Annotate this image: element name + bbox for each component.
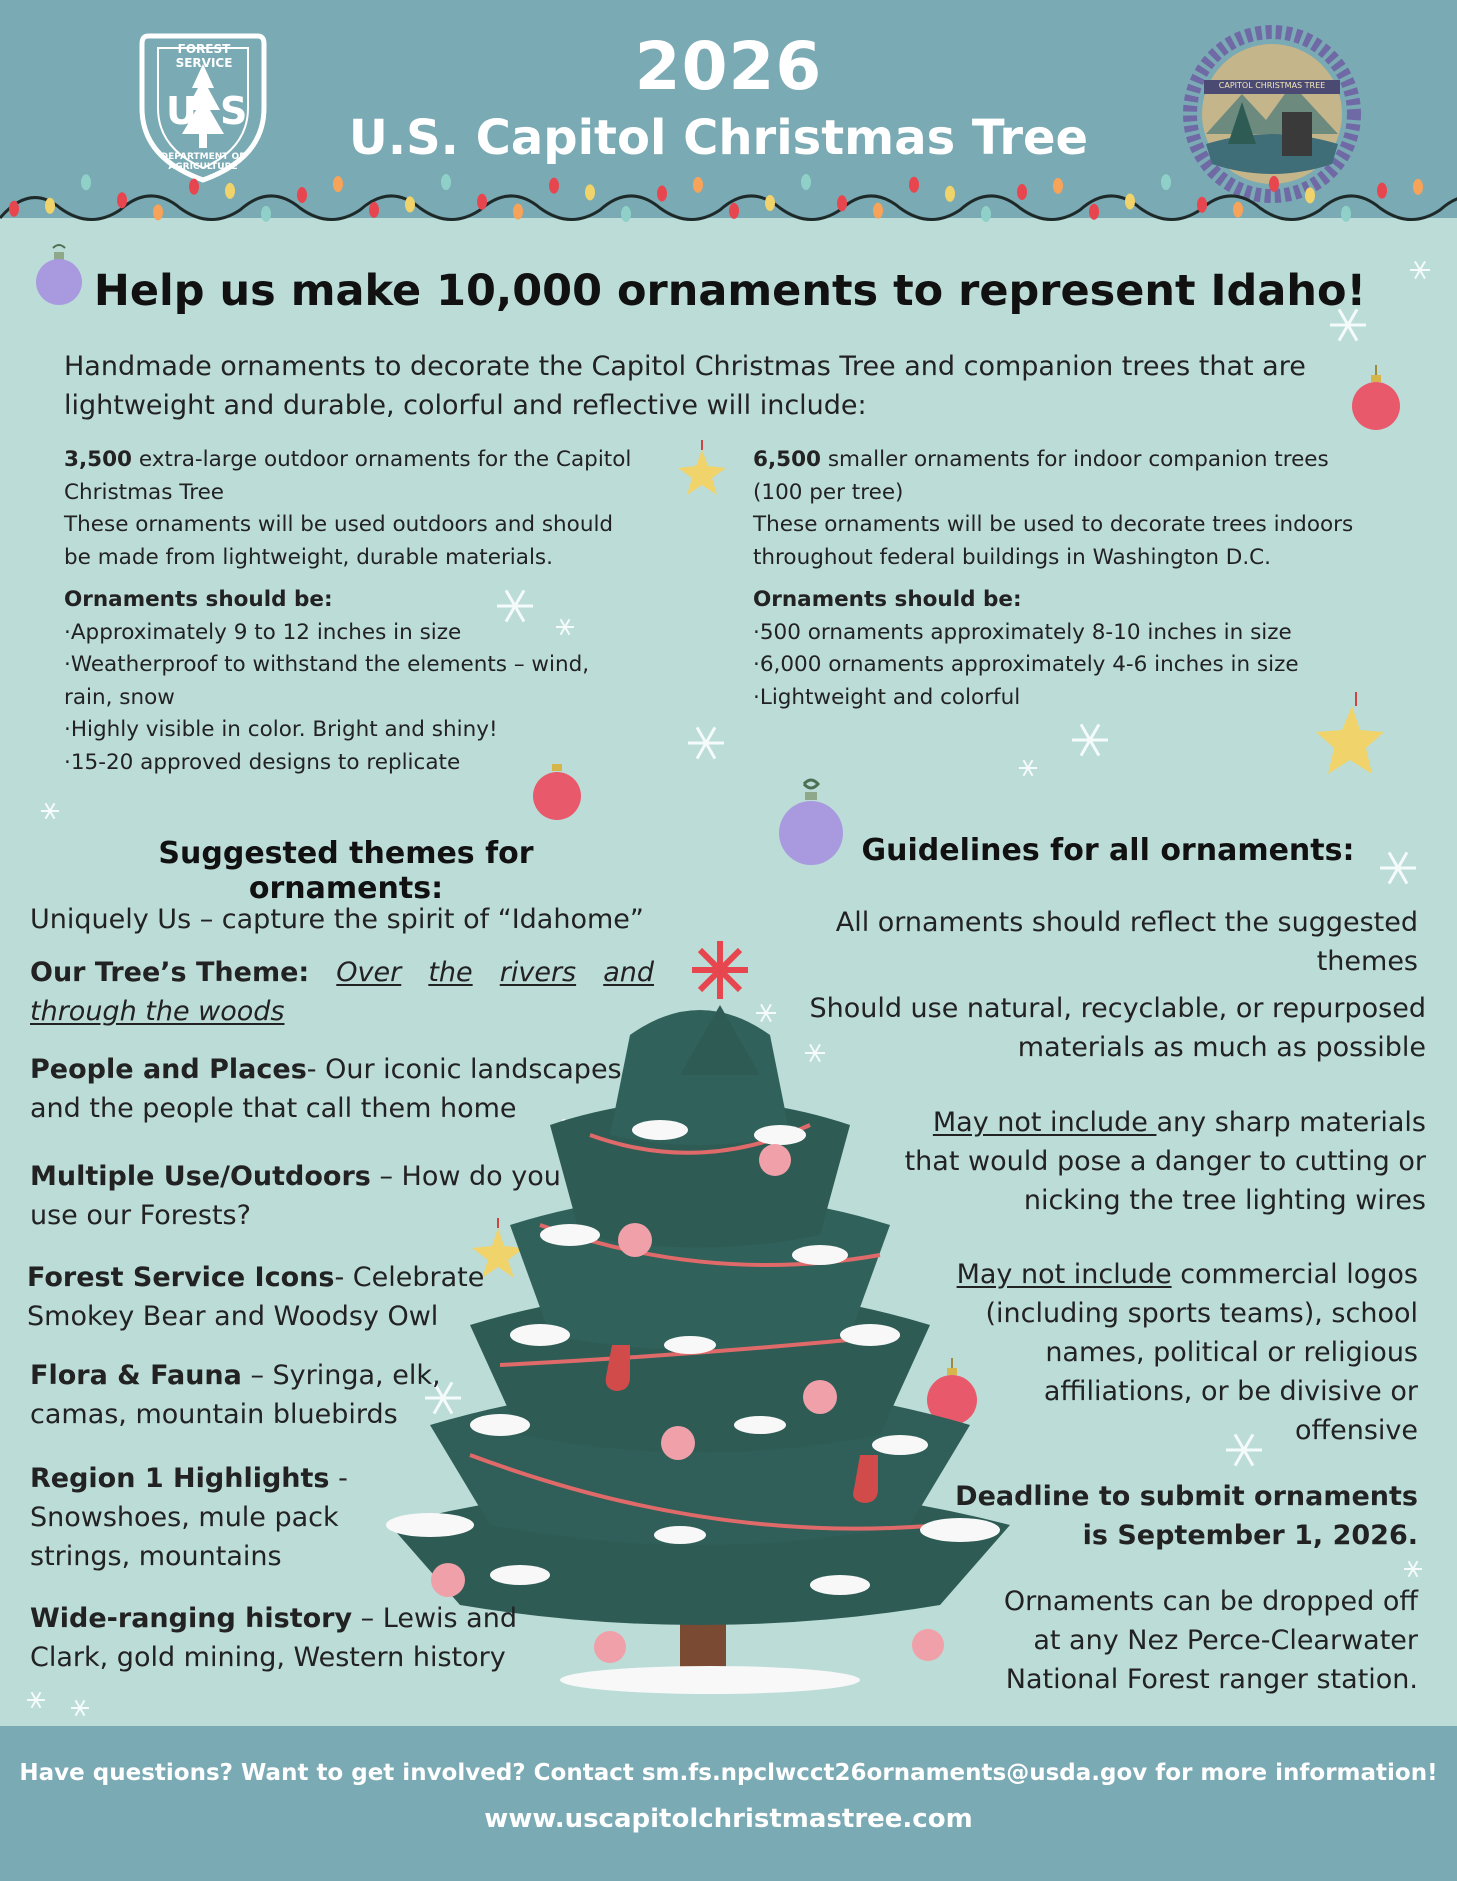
icons-text-2: Smokey Bear and Woodsy Owl	[27, 1301, 439, 1332]
outdoor-line-3: These ornaments will be used outdoors and should	[64, 512, 614, 537]
logo-text-bottom: DEPARTMENT OF AGRICULTURE	[160, 152, 246, 172]
theme-flora-fauna	[30, 1356, 670, 1434]
sharp-underline: May not include	[932, 1107, 1157, 1138]
outdoor-line-2: Christmas Tree	[64, 479, 225, 505]
intro-line-2: lightweight and durable, colorful and reflective will include:	[64, 390, 867, 421]
indoor-item-3: ·Lightweight and colorful	[753, 684, 1021, 710]
indoor-item-2: ·6,000 ornaments approximately 4-6 inches in size	[753, 652, 1299, 677]
guideline-sharp: May not include any sharp materials that would pose a danger to cutting or nicking the tree lighting wires	[904, 1107, 1426, 1216]
theme-tree	[30, 953, 654, 1031]
themes-heading: Suggested themes for ornaments:	[158, 836, 534, 906]
outdoor-count: 3,500	[64, 447, 133, 472]
outdoor-line-1: extra-large outdoor ornaments for the Capitol	[132, 447, 632, 472]
tree-theme-word-2: the	[428, 957, 473, 988]
people-label: People and Places	[30, 1054, 307, 1085]
outdoor-item-4: ·Highly visible in color. Bright and shiny!	[64, 717, 498, 742]
multiple-text-1: – How do you	[370, 1161, 561, 1192]
theme-uniquely: Uniquely Us – capture the spirit of “Idahome”	[30, 904, 644, 935]
svg-text:U: U	[166, 89, 197, 133]
flora-text-2: camas, mountain bluebirds	[30, 1399, 398, 1430]
dropoff-info: Ornaments can be dropped off at any Nez Perce-Clearwater National Forest ranger station.	[1003, 1586, 1418, 1695]
guideline-materials: Should use natural, recyclable, or repurposed materials as much as possible	[809, 993, 1426, 1063]
tree-theme-line-2: through the woods	[30, 996, 285, 1027]
history-text-2: Clark, gold mining, Western history	[30, 1642, 506, 1673]
guideline-logos: May not include commercial logos (including sports teams), school names, political or religious affiliations, or be divisive or offensive	[956, 1259, 1418, 1446]
history-text-1: – Lewis and	[352, 1603, 517, 1634]
headline: Help us make 10,000 ornaments to represent Idaho!	[93, 266, 1367, 316]
region-text-3: strings, mountains	[30, 1541, 282, 1572]
page-title: U.S. Capitol Christmas Tree	[348, 110, 1089, 166]
tree-theme-word-1: Over	[336, 957, 402, 988]
seal-text: CAPITOL CHRISTMAS TREE	[1218, 81, 1326, 90]
outdoor-item-3: rain, snow	[64, 684, 175, 710]
theme-region	[30, 1459, 670, 1576]
region-label: Region 1 Highlights	[30, 1463, 330, 1494]
guidelines-heading: Guidelines for all ornaments:	[861, 833, 1355, 868]
indoor-item-1: ·500 ornaments approximately 8-10 inches in size	[753, 619, 1292, 645]
intro-paragraph	[64, 347, 1364, 425]
icons-text-1: - Celebrate	[334, 1262, 485, 1293]
icons-label: Forest Service Icons	[27, 1262, 335, 1293]
indoor-should-be: Ornaments should be:	[753, 587, 1022, 612]
outdoor-should-be: Ornaments should be:	[64, 587, 333, 612]
multiple-label: Multiple Use/Outdoors	[30, 1161, 371, 1192]
region-text-1: -	[329, 1463, 348, 1494]
tree-theme-word-3: rivers	[499, 957, 577, 988]
indoor-line-3: These ornaments will be used to decorate trees indoors	[753, 512, 1354, 537]
guideline-themes: All ornaments should reflect the suggested themes	[835, 907, 1418, 977]
outdoor-line-4: be made from lightweight, durable materials.	[64, 544, 553, 570]
footer-website-link[interactable]: www.uscapitolchristmastree.com	[484, 1804, 973, 1834]
indoor-line-1: smaller ornaments for indoor companion trees	[821, 447, 1329, 472]
svg-text:S: S	[220, 89, 248, 133]
intro-line-1: Handmade ornaments to decorate the Capitol Christmas Tree and companion trees that are	[64, 351, 1306, 382]
region-text-2: Snowshoes, mule pack	[30, 1502, 339, 1533]
theme-multiple-use	[30, 1157, 670, 1235]
people-text-1: - Our iconic landscapes	[306, 1054, 622, 1085]
people-text-2: and the people that call them home	[30, 1093, 517, 1124]
outdoor-item-1: ·Approximately 9 to 12 inches in size	[64, 619, 462, 645]
deadline: Deadline to submit ornaments is September 1, 2026.	[955, 1481, 1418, 1551]
outdoor-ornaments-block	[64, 444, 684, 779]
theme-history	[30, 1599, 670, 1677]
multiple-text-2: use our Forests?	[30, 1200, 251, 1231]
theme-people	[30, 1050, 670, 1128]
outdoor-item-2: ·Weatherproof to withstand the elements – wind,	[64, 652, 590, 677]
indoor-line-2: (100 per tree)	[753, 479, 904, 505]
flora-label: Flora & Fauna	[30, 1360, 242, 1391]
logos-underline: May not include	[956, 1259, 1172, 1290]
tree-theme-word-4: and	[603, 957, 654, 988]
indoor-count: 6,500	[753, 447, 822, 472]
indoor-line-4: throughout federal buildings in Washington D.C.	[753, 544, 1272, 570]
logo-text-top: FOREST SERVICE	[175, 42, 233, 70]
indoor-ornaments-block	[753, 444, 1393, 714]
header-year: 2026	[634, 28, 823, 105]
tree-theme-label: Our Tree’s Theme:	[30, 957, 310, 988]
outdoor-item-5: ·15-20 approved designs to replicate	[64, 749, 461, 775]
history-label: Wide-ranging history	[30, 1603, 353, 1634]
footer-contact: Have questions? Want to get involved? Contact sm.fs.npclwcct26ornaments@usda.gov for more information!	[19, 1760, 1438, 1786]
theme-forest-icons	[27, 1258, 667, 1336]
flora-text-1: – Syringa, elk,	[241, 1360, 441, 1391]
